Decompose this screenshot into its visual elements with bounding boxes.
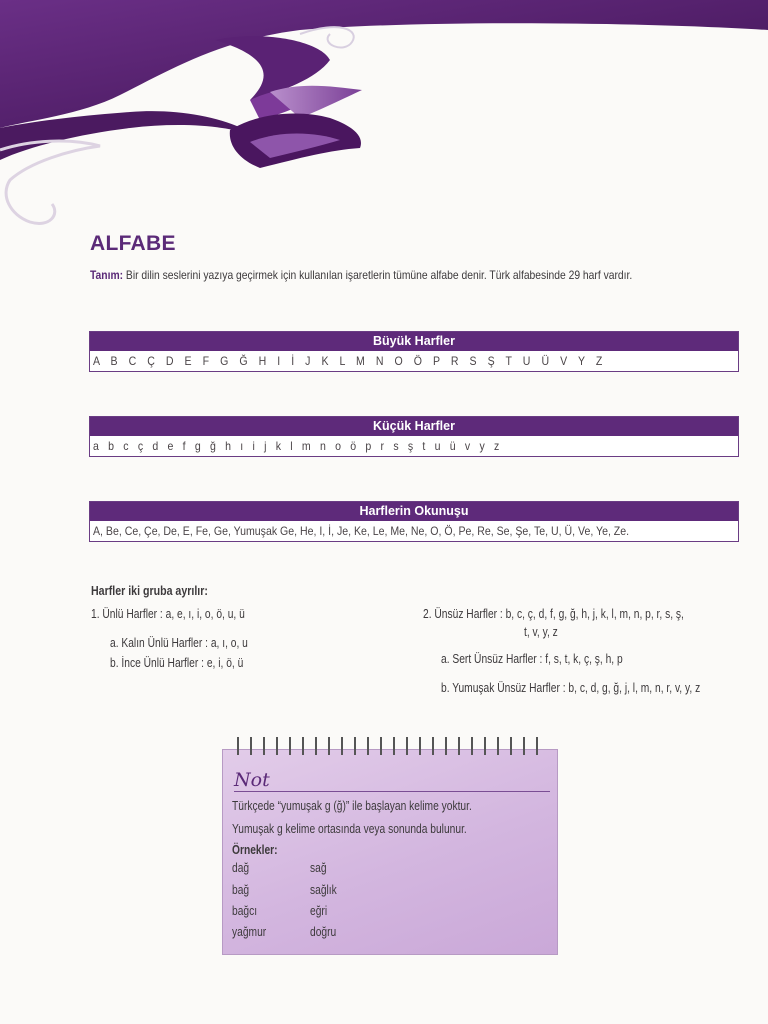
example-right-4: doğru bbox=[310, 925, 337, 939]
consonants-hard-line: a. Sert Ünsüz Harfler : f, s, t, k, ç, ş, h, p bbox=[441, 652, 623, 666]
vowels-thin-line: b. İnce Ünlü Harfler : e, i, ö, ü bbox=[110, 656, 244, 670]
definition-text: Bir dilin seslerini yazıya geçirmek için kullanılan işaretlerin tümüne alfabe denir. Türk alfabesinde 29 harf vardır. bbox=[123, 268, 633, 282]
pronunciation-text: A, Be, Ce, Çe, De, E, Fe, Ge, Yumuşak Ge, He, I, İ, Je, Ke, Le, Me, Ne, O, Ö, Pe, Re, Se, Şe, Te, U, Ü, Ve, Ye, Ze. bbox=[93, 524, 630, 538]
note-divider bbox=[234, 791, 550, 792]
page-title: ALFABE bbox=[90, 232, 176, 255]
groups-title: Harfler iki gruba ayrılır: bbox=[91, 584, 208, 598]
lowercase-letters: a b c ç d e f g ğ h ı i j k l m n o ö p r s ş t u ü v y z bbox=[93, 439, 503, 453]
lowercase-letters-table bbox=[89, 416, 739, 457]
pronunciation-table bbox=[89, 501, 739, 542]
example-right-1: sağ bbox=[310, 861, 327, 875]
definition bbox=[90, 268, 658, 282]
lowercase-header: Küçük Harfler bbox=[90, 417, 738, 436]
consonants-soft-line: b. Yumuşak Ünsüz Harfler : b, c, d, g, ğ, j, l, m, n, r, v, y, z bbox=[441, 681, 701, 695]
uppercase-letters-table bbox=[89, 331, 739, 372]
uppercase-letters: A B C Ç D E F G Ğ H I İ J K L M N O Ö P R S Ş T U Ü V Y Z bbox=[93, 354, 607, 368]
uppercase-header: Büyük Harfler bbox=[90, 332, 738, 351]
note-line-1: Türkçede “yumuşak g (ğ)” ile başlayan kelime yoktur. bbox=[232, 799, 472, 813]
note-examples-label: Örnekler: bbox=[232, 843, 278, 857]
example-left-4: yağmur bbox=[232, 925, 267, 939]
consonants-line: 2. Ünsüz Harfler : b, c, ç, d, f, g, ğ, h, j, k, l, m, n, p, r, s, ş, bbox=[423, 607, 684, 621]
example-right-3: eğri bbox=[310, 904, 328, 918]
definition-label: Tanım: bbox=[90, 268, 124, 282]
note-line-2: Yumuşak g kelime ortasında veya sonunda bulunur. bbox=[232, 822, 467, 836]
example-left-1: dağ bbox=[232, 861, 250, 875]
vowels-thick-line: a. Kalın Ünlü Harfler : a, ı, o, u bbox=[110, 636, 248, 650]
example-left-3: bağcı bbox=[232, 904, 258, 918]
example-left-2: bağ bbox=[232, 883, 250, 897]
pronunciation-header: Harflerin Okunuşu bbox=[90, 502, 738, 521]
vowels-line: 1. Ünlü Harfler : a, e, ı, i, o, ö, u, ü bbox=[91, 607, 245, 621]
note-title: Not bbox=[234, 769, 270, 791]
spiral-binding-icon bbox=[232, 733, 552, 761]
example-right-2: sağlık bbox=[310, 883, 337, 897]
consonants-continued: t, v, y, z bbox=[524, 625, 558, 639]
note-card bbox=[222, 733, 558, 955]
floral-header-decoration bbox=[0, 0, 768, 240]
